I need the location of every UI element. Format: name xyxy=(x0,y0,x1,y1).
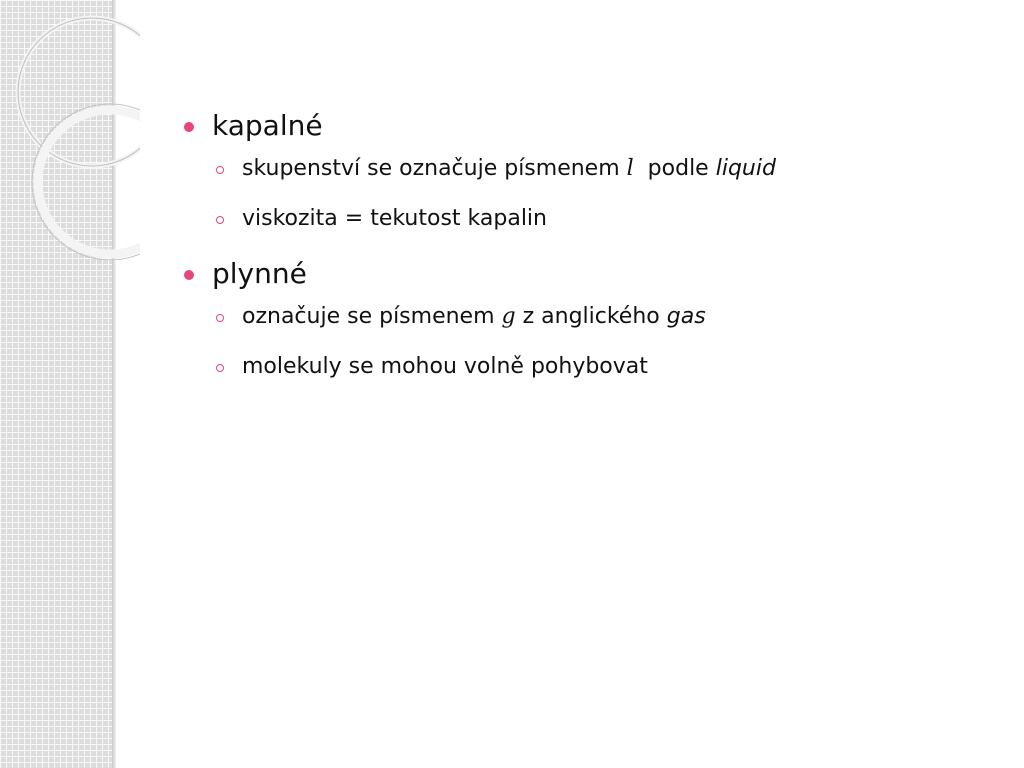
sub-item-italic: gas xyxy=(666,304,706,329)
bullet-ring-icon xyxy=(216,314,224,322)
sub-list-item xyxy=(212,300,980,334)
bullet-ring-icon xyxy=(216,166,224,174)
bullet-dot-icon xyxy=(184,122,194,132)
bullet-ring-icon xyxy=(216,364,224,372)
list-item xyxy=(180,104,980,236)
sub-list xyxy=(212,152,980,236)
sub-list-item xyxy=(212,152,980,186)
sub-item-text: označuje se písmenem xyxy=(242,304,502,329)
sub-item-text: z anglického xyxy=(515,304,667,329)
decorative-circles xyxy=(0,0,140,260)
item-label: kapalné xyxy=(212,109,323,142)
math-symbol: g xyxy=(501,304,516,329)
sub-item-text: molekuly se mohou volně pohybovat xyxy=(242,354,648,379)
sub-list-item xyxy=(212,202,980,236)
bullet-list xyxy=(180,104,980,384)
sub-list xyxy=(212,300,980,384)
list-item xyxy=(180,252,980,384)
bullet-ring-icon xyxy=(216,216,224,224)
sub-item-text: podle xyxy=(633,156,716,181)
item-label: plynné xyxy=(212,257,307,290)
bullet-dot-icon xyxy=(184,270,194,280)
sub-item-text: viskozita = tekutost kapalin xyxy=(242,206,547,231)
math-symbol: l xyxy=(626,156,634,181)
sub-item-text: skupenství se označuje písmenem xyxy=(242,156,627,181)
slide-content xyxy=(180,104,980,400)
sub-list-item xyxy=(212,350,980,384)
sub-item-italic: liquid xyxy=(715,156,776,181)
